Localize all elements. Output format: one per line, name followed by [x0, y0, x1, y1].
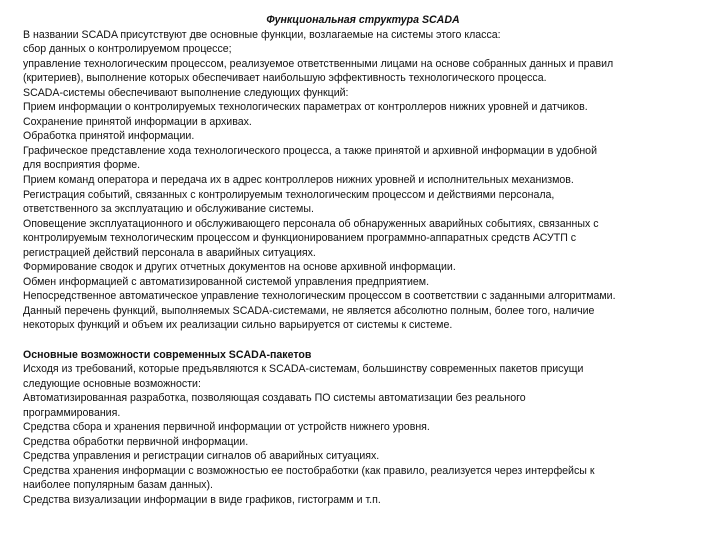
text-line: некоторых функций и объем их реализации сильно варьируется от системы к системе.	[23, 319, 453, 332]
text-line: Обработка принятой информации.	[23, 130, 195, 143]
text-line: Непосредственное автоматическое управление технологическим процессом в соответствии с заданными алгоритмами.	[23, 290, 616, 303]
text-line: Исходя из требований, которые предъявляются к SCADA-системам, большинству современных пакетов присущи	[23, 363, 584, 376]
text-line: Средства сбора и хранения первичной информации от устройств нижнего уровня.	[23, 421, 430, 434]
text-line: программирования.	[23, 406, 121, 419]
section1-title: Функциональная структура SCADA	[266, 14, 460, 26]
text-line: В названии SCADA присутствуют две основные функции, возлагаемые на системы этого класса:	[23, 28, 501, 41]
text-line: регистрацией действий персонала в аварийных ситуациях.	[23, 246, 316, 259]
text-line: Обмен информацией с автоматизированной системой управления предприятием.	[23, 275, 430, 288]
text-line: Графическое представление хода технологического процесса, а также принятой и архивной информации в удобной	[23, 144, 597, 157]
text-line: Формирование сводок и других отчетных документов на основе архивной информации.	[23, 261, 456, 274]
section1-body	[23, 28, 703, 333]
text-line: Средства визуализации информации в виде графиков, гистограмм и т.п.	[23, 494, 381, 506]
text-line: для восприятия форме.	[23, 159, 141, 172]
text-line: Прием команд оператора и передача их в адрес контроллеров нижних уровней и исполнительных механизмов.	[23, 174, 574, 187]
section-gap	[23, 333, 703, 348]
text-line: контролируемым технологическим процессом и функционированием программно-аппаратных средств АСУТП с	[23, 232, 577, 245]
text-line: Оповещение эксплуатационного и обслуживающего персонала об обнаруженных аварийных событиях, связанных с	[23, 217, 599, 230]
text-line: Сохранение принятой информации в архивах.	[23, 115, 252, 128]
text-line: наиболее популярным базам данных).	[23, 479, 213, 492]
section2-title: Основные возможности современных SCADA-пакетов	[23, 348, 312, 361]
text-line: следующие основные возможности:	[23, 377, 201, 390]
text-line: ответственного за эксплуатацию и обслуживание системы.	[23, 203, 314, 216]
text-line: Средства обработки первичной информации.	[23, 435, 249, 448]
text-line: (критериев), выполнение которых обеспечивает наибольшую эффективность технологического процесса.	[23, 72, 547, 85]
text-line: Средства управления и регистрации сигналов об аварийных ситуациях.	[23, 450, 380, 463]
text-line: Данный перечень функций, выполняемых SCADA-системами, не является абсолютно полным, более того, наличие	[23, 304, 595, 317]
text-line: сбор данных о контролируемом процессе;	[23, 43, 232, 56]
text-line: Регистрация событий, связанных с контролируемым технологическим процессом и действиями персонала,	[23, 188, 555, 201]
document-page	[23, 13, 703, 508]
section2-body	[23, 362, 703, 507]
text-line: управление технологическим процессом, реализуемое ответственными лицами на основе собранных данных и правил	[23, 57, 614, 70]
text-line: Автоматизированная разработка, позволяющая создавать ПО системы автоматизации без реального	[23, 392, 526, 405]
text-line: Прием информации о контролируемых технологических параметрах от контроллеров нижних уровней и датчиков.	[23, 101, 588, 114]
text-line: SCADA-системы обеспечивают выполнение следующих функций:	[23, 86, 349, 99]
text-line: Средства хранения информации с возможностью ее постобработки (как правило, реализуется через интерфейсы к	[23, 464, 595, 477]
